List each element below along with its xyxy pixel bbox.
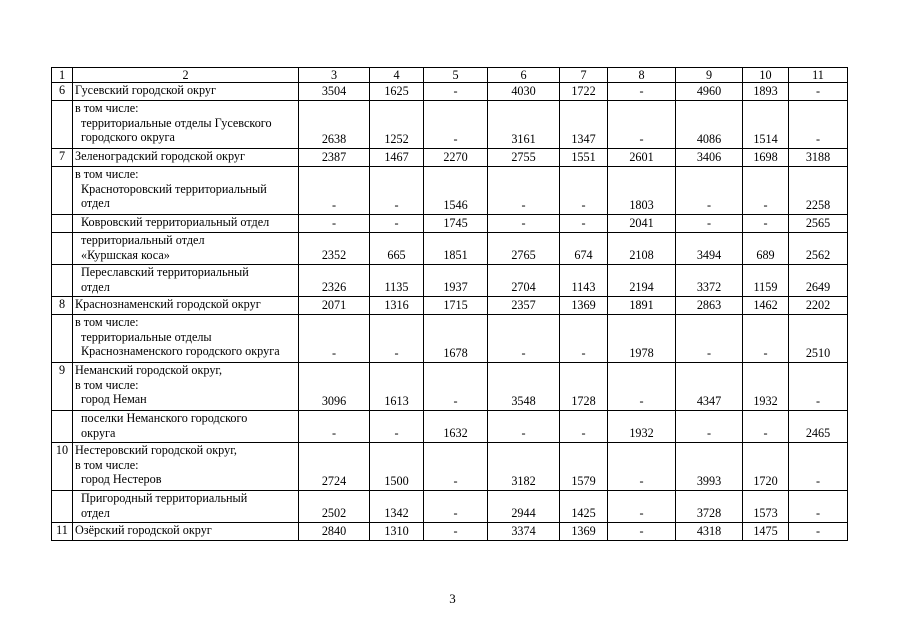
- value-cell: 2270: [424, 149, 488, 167]
- row-index-cell: [52, 233, 73, 265]
- territory-name-cell: [73, 233, 299, 265]
- table-row: [52, 443, 848, 491]
- value-cell: -: [560, 167, 608, 215]
- value-cell: 3406: [676, 149, 743, 167]
- value-cell: 1551: [560, 149, 608, 167]
- table-row: [52, 297, 848, 315]
- value-cell: -: [676, 411, 743, 443]
- row-index-cell: 8: [52, 297, 73, 315]
- row-index-cell: [52, 491, 73, 523]
- territory-name-line: Переславский территориальный: [81, 265, 249, 279]
- value-cell: -: [743, 167, 789, 215]
- territory-name-line: Озёрский городской округ: [75, 523, 212, 537]
- value-cell: 1613: [370, 363, 424, 411]
- value-cell: 1891: [608, 297, 676, 315]
- value-cell: 1978: [608, 315, 676, 363]
- territory-name-line: город Неман: [81, 392, 147, 407]
- value-cell: -: [424, 491, 488, 523]
- value-cell: 1143: [560, 265, 608, 297]
- value-cell: 1893: [743, 83, 789, 101]
- value-cell: -: [370, 215, 424, 233]
- value-cell: -: [743, 215, 789, 233]
- value-cell: 2649: [789, 265, 848, 297]
- value-cell: 4960: [676, 83, 743, 101]
- value-cell: 1425: [560, 491, 608, 523]
- value-cell: 1252: [370, 101, 424, 149]
- value-cell: 1475: [743, 523, 789, 541]
- territory-name-line: в том числе:: [75, 457, 139, 472]
- value-cell: -: [743, 411, 789, 443]
- table-row: [52, 523, 848, 541]
- value-cell: 2601: [608, 149, 676, 167]
- row-index-cell: [52, 167, 73, 215]
- territory-name-cell: [73, 315, 299, 363]
- data-table: [51, 67, 848, 541]
- value-cell: 3188: [789, 149, 848, 167]
- territory-name-cell: [73, 523, 299, 541]
- table-row: [52, 265, 848, 297]
- value-cell: -: [789, 491, 848, 523]
- territory-name-line: в том числе:: [75, 377, 139, 392]
- value-cell: 4030: [488, 83, 560, 101]
- territory-name-cell: [73, 167, 299, 215]
- value-cell: -: [424, 363, 488, 411]
- territory-name-line: Гусевский городской округ: [75, 83, 216, 97]
- value-cell: 1632: [424, 411, 488, 443]
- value-cell: 689: [743, 233, 789, 265]
- value-cell: -: [424, 101, 488, 149]
- value-cell: 2352: [299, 233, 370, 265]
- value-cell: -: [299, 315, 370, 363]
- row-index-cell: 6: [52, 83, 73, 101]
- row-index-cell: [52, 215, 73, 233]
- value-cell: 2863: [676, 297, 743, 315]
- value-cell: 3728: [676, 491, 743, 523]
- row-index-cell: 10: [52, 443, 73, 491]
- value-cell: 3374: [488, 523, 560, 541]
- value-cell: 3993: [676, 443, 743, 491]
- territory-name-cell: [73, 265, 299, 297]
- value-cell: 2108: [608, 233, 676, 265]
- value-cell: 4347: [676, 363, 743, 411]
- table-row: [52, 363, 848, 411]
- column-number-cell: 5: [424, 68, 488, 83]
- value-cell: -: [370, 167, 424, 215]
- territory-name-line: отдел: [81, 196, 110, 211]
- table-row: [52, 315, 848, 363]
- value-cell: -: [676, 167, 743, 215]
- value-cell: -: [424, 523, 488, 541]
- value-cell: 2465: [789, 411, 848, 443]
- value-cell: -: [488, 215, 560, 233]
- value-cell: 2944: [488, 491, 560, 523]
- value-cell: -: [608, 83, 676, 101]
- territory-name-cell: [73, 83, 299, 101]
- value-cell: -: [608, 443, 676, 491]
- territory-name-line: в том числе:: [75, 167, 139, 181]
- territory-name-line: Ковровский территориальный отдел: [81, 215, 270, 229]
- value-cell: 2071: [299, 297, 370, 315]
- row-index-cell: 9: [52, 363, 73, 411]
- territory-name-cell: [73, 363, 299, 411]
- value-cell: 2565: [789, 215, 848, 233]
- territory-name-line: Нестеровский городской округ,: [75, 443, 237, 457]
- column-number-cell: 10: [743, 68, 789, 83]
- value-cell: 1579: [560, 443, 608, 491]
- territory-name-line: территориальный отдел: [81, 233, 205, 247]
- value-cell: 3096: [299, 363, 370, 411]
- value-cell: 1500: [370, 443, 424, 491]
- value-cell: 3372: [676, 265, 743, 297]
- value-cell: 1803: [608, 167, 676, 215]
- table-row: [52, 411, 848, 443]
- value-cell: 3548: [488, 363, 560, 411]
- table-row: [52, 149, 848, 167]
- value-cell: -: [488, 167, 560, 215]
- territory-name-cell: [73, 443, 299, 491]
- value-cell: 3182: [488, 443, 560, 491]
- column-number-cell: 4: [370, 68, 424, 83]
- territory-name-line: город Нестеров: [81, 472, 162, 487]
- territory-name-line: Краснознаменский городской округ: [75, 297, 261, 311]
- value-cell: 2840: [299, 523, 370, 541]
- value-cell: 674: [560, 233, 608, 265]
- value-cell: 1342: [370, 491, 424, 523]
- value-cell: -: [370, 315, 424, 363]
- value-cell: 1316: [370, 297, 424, 315]
- territory-name-line: Красноторовский территориальный: [81, 181, 267, 196]
- value-cell: 3161: [488, 101, 560, 149]
- value-cell: 2638: [299, 101, 370, 149]
- territory-name-line: городского округа: [81, 130, 175, 145]
- table-row: [52, 167, 848, 215]
- value-cell: -: [676, 315, 743, 363]
- value-cell: -: [488, 411, 560, 443]
- value-cell: 1722: [560, 83, 608, 101]
- value-cell: -: [370, 411, 424, 443]
- territory-name-cell: [73, 149, 299, 167]
- column-number-cell: 6: [488, 68, 560, 83]
- column-number-cell: 7: [560, 68, 608, 83]
- value-cell: -: [608, 101, 676, 149]
- value-cell: 1369: [560, 297, 608, 315]
- value-cell: 2724: [299, 443, 370, 491]
- row-index-cell: [52, 411, 73, 443]
- value-cell: -: [560, 411, 608, 443]
- value-cell: -: [560, 315, 608, 363]
- column-number-cell: 8: [608, 68, 676, 83]
- value-cell: 4086: [676, 101, 743, 149]
- value-cell: 1745: [424, 215, 488, 233]
- page-number: 3: [449, 591, 456, 606]
- value-cell: 1462: [743, 297, 789, 315]
- table-row: [52, 491, 848, 523]
- value-cell: 1573: [743, 491, 789, 523]
- value-cell: 2194: [608, 265, 676, 297]
- value-cell: 2502: [299, 491, 370, 523]
- territory-name-line: Пригородный территориальный: [81, 491, 248, 505]
- table-row: [52, 233, 848, 265]
- value-cell: -: [608, 491, 676, 523]
- territory-name-line: отдел: [81, 279, 110, 294]
- territory-name-line: отдел: [81, 505, 110, 520]
- value-cell: -: [789, 101, 848, 149]
- territory-name-line: Неманский городской округ,: [75, 363, 223, 377]
- value-cell: 2326: [299, 265, 370, 297]
- territory-name-cell: [73, 215, 299, 233]
- value-cell: 2562: [789, 233, 848, 265]
- territory-name-line: в том числе:: [75, 315, 139, 329]
- territory-name-line: Краснознаменского городского округа: [81, 344, 280, 359]
- value-cell: 3504: [299, 83, 370, 101]
- value-cell: 2704: [488, 265, 560, 297]
- territory-name-line: округа: [81, 425, 116, 440]
- value-cell: 1625: [370, 83, 424, 101]
- territory-name-line: территориальные отделы Гусевского: [81, 115, 272, 130]
- value-cell: 1937: [424, 265, 488, 297]
- column-number-cell: 1: [52, 68, 73, 83]
- value-cell: 2258: [789, 167, 848, 215]
- value-cell: 1720: [743, 443, 789, 491]
- value-cell: 1369: [560, 523, 608, 541]
- row-index-cell: [52, 265, 73, 297]
- table-body: [52, 68, 848, 541]
- column-number-cell: 11: [789, 68, 848, 83]
- value-cell: 1135: [370, 265, 424, 297]
- value-cell: 1851: [424, 233, 488, 265]
- value-cell: 2041: [608, 215, 676, 233]
- table-row: [52, 101, 848, 149]
- value-cell: 1698: [743, 149, 789, 167]
- territory-name-cell: [73, 491, 299, 523]
- value-cell: -: [299, 411, 370, 443]
- value-cell: 2202: [789, 297, 848, 315]
- value-cell: 2387: [299, 149, 370, 167]
- row-index-cell: 7: [52, 149, 73, 167]
- table-row: [52, 83, 848, 101]
- value-cell: -: [789, 443, 848, 491]
- territory-name-line: в том числе:: [75, 101, 139, 115]
- value-cell: -: [789, 523, 848, 541]
- value-cell: -: [299, 167, 370, 215]
- value-cell: 2755: [488, 149, 560, 167]
- column-number-cell: 2: [73, 68, 299, 83]
- row-index-cell: 11: [52, 523, 73, 541]
- value-cell: -: [424, 83, 488, 101]
- value-cell: 665: [370, 233, 424, 265]
- territory-name-line: поселки Неманского городского: [81, 411, 248, 425]
- value-cell: -: [608, 523, 676, 541]
- value-cell: -: [424, 443, 488, 491]
- territory-name-line: «Куршская коса»: [81, 247, 170, 262]
- value-cell: -: [789, 363, 848, 411]
- territory-name-line: территориальные отделы: [81, 329, 212, 344]
- table-row: [52, 215, 848, 233]
- value-cell: 1932: [743, 363, 789, 411]
- value-cell: 1347: [560, 101, 608, 149]
- value-cell: 3494: [676, 233, 743, 265]
- territory-name-cell: [73, 411, 299, 443]
- value-cell: 1715: [424, 297, 488, 315]
- territory-name-cell: [73, 297, 299, 315]
- value-cell: 1514: [743, 101, 789, 149]
- value-cell: -: [789, 83, 848, 101]
- value-cell: 1932: [608, 411, 676, 443]
- value-cell: -: [743, 315, 789, 363]
- value-cell: 1310: [370, 523, 424, 541]
- value-cell: 2357: [488, 297, 560, 315]
- value-cell: 2510: [789, 315, 848, 363]
- column-number-cell: 9: [676, 68, 743, 83]
- value-cell: 1546: [424, 167, 488, 215]
- territory-name-line: Зеленоградский городской округ: [75, 149, 245, 163]
- column-number-cell: 3: [299, 68, 370, 83]
- row-index-cell: [52, 315, 73, 363]
- column-number-row: [52, 68, 848, 83]
- value-cell: 1678: [424, 315, 488, 363]
- row-index-cell: [52, 101, 73, 149]
- value-cell: 1467: [370, 149, 424, 167]
- value-cell: 1728: [560, 363, 608, 411]
- territory-name-cell: [73, 101, 299, 149]
- value-cell: 4318: [676, 523, 743, 541]
- value-cell: -: [488, 315, 560, 363]
- value-cell: -: [608, 363, 676, 411]
- value-cell: -: [560, 215, 608, 233]
- value-cell: -: [299, 215, 370, 233]
- value-cell: -: [676, 215, 743, 233]
- value-cell: 1159: [743, 265, 789, 297]
- value-cell: 2765: [488, 233, 560, 265]
